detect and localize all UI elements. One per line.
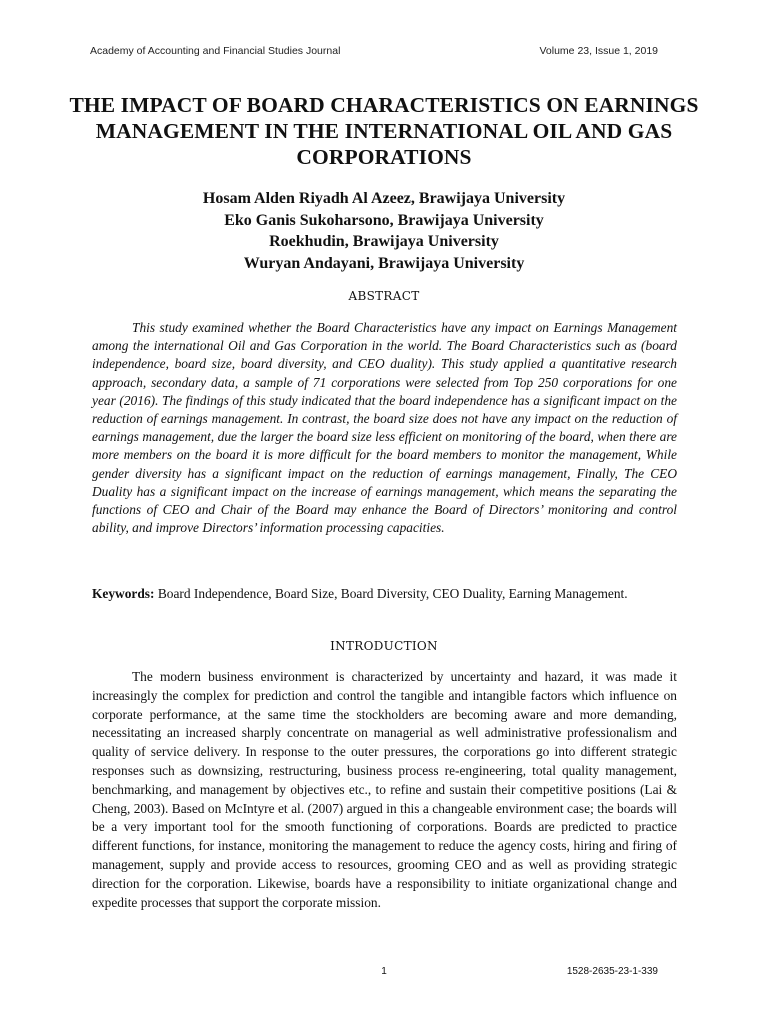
keywords-paragraph	[92, 585, 677, 603]
volume-issue: Volume 23, Issue 1, 2019	[539, 45, 658, 57]
journal-name: Academy of Accounting and Financial Studies Journal	[90, 45, 341, 57]
author-list	[60, 188, 708, 274]
introduction-text: The modern business environment is characterized by uncertainty and hazard, it was made it increasingly the complex for prediction and control the tangible and intangible factors which influence on corporate performance, at the same time the stockholders are becoming aware and more demanding, necessitating an increased sharply concentrate on managerial as well administrative professionalism and quality of service delivery. In response to the outer pressures, the corporations go into different strategic responses such as downsizing, restructuring, business process re-engineering, total quality management, benchmarking, and management by objectives etc., to refine and sustain their competitive positions (Lai & Cheng, 2003). Based on McIntyre et al. (2007) argued in this a changeable environment case; the boards will be a very important tool for the smooth functioning of corporations. Boards are predicted to practice different functions, for instance, monitoring the management to reduce the agency costs, hiring and firing of management, supply and provide access to resources, grooming CEO and as well as providing strategic direction for the corporation. Likewise, boards have a responsibility to initiate organizational change and expedite processes that support the corporate mission.	[92, 669, 677, 910]
article-id: 1528-2635-23-1-339	[566, 966, 658, 977]
keywords-text: Board Independence, Board Size, Board Diversity, CEO Duality, Earning Management.	[157, 586, 628, 601]
keywords-label: Keywords:	[92, 586, 155, 601]
author-item: Roekhudin, Brawijaya University	[269, 233, 499, 250]
author-item: Eko Ganis Sukoharsono, Brawijaya University	[224, 211, 544, 229]
page-number: 1	[381, 966, 387, 977]
abstract-text: This study examined whether the Board Characteristics have any impact on Earnings Management among the international Oil and Gas Corporation in the world. The Board Characteristics such as (board independence, board size, board diversity, and CEO duality). This study applied a quantitative research approach, secondary data, a sample of 71 corporations were selected from Top 250 corporations for one year (2016). The findings of this study indicated that the board independence has a significant impact on the reduction of earnings management. In contrast, the board size does not have any impact on the reduction of earnings management, due the larger the board size less efficient on monitoring of the board, when there are more members on the board it is more difficult for the board members to monitor the management, While gender diversity has a significant impact on the reduction of earnings management, Finally, The CEO Duality has a significant impact on the increase of earnings management, which means the separating the functions of CEO and Chair of the Board may enhance the Board of Directors’ monitoring and control ability, and improve Directors’ information processing capacities.	[92, 320, 677, 536]
running-header	[90, 45, 658, 57]
abstract-heading: ABSTRACT	[348, 289, 420, 303]
author-item: Wuryan Andayani, Brawijaya University	[243, 254, 525, 272]
author-item: Hosam Alden Riyadh Al Azeez, Brawijaya University	[202, 190, 566, 207]
introduction-heading: INTRODUCTION	[330, 639, 438, 653]
paper-title: THE IMPACT OF BOARD CHARACTERISTICS ON EARNINGS MANAGEMENT IN THE INTERNATIONAL OIL AND GAS CORPORATIONS	[69, 93, 699, 169]
